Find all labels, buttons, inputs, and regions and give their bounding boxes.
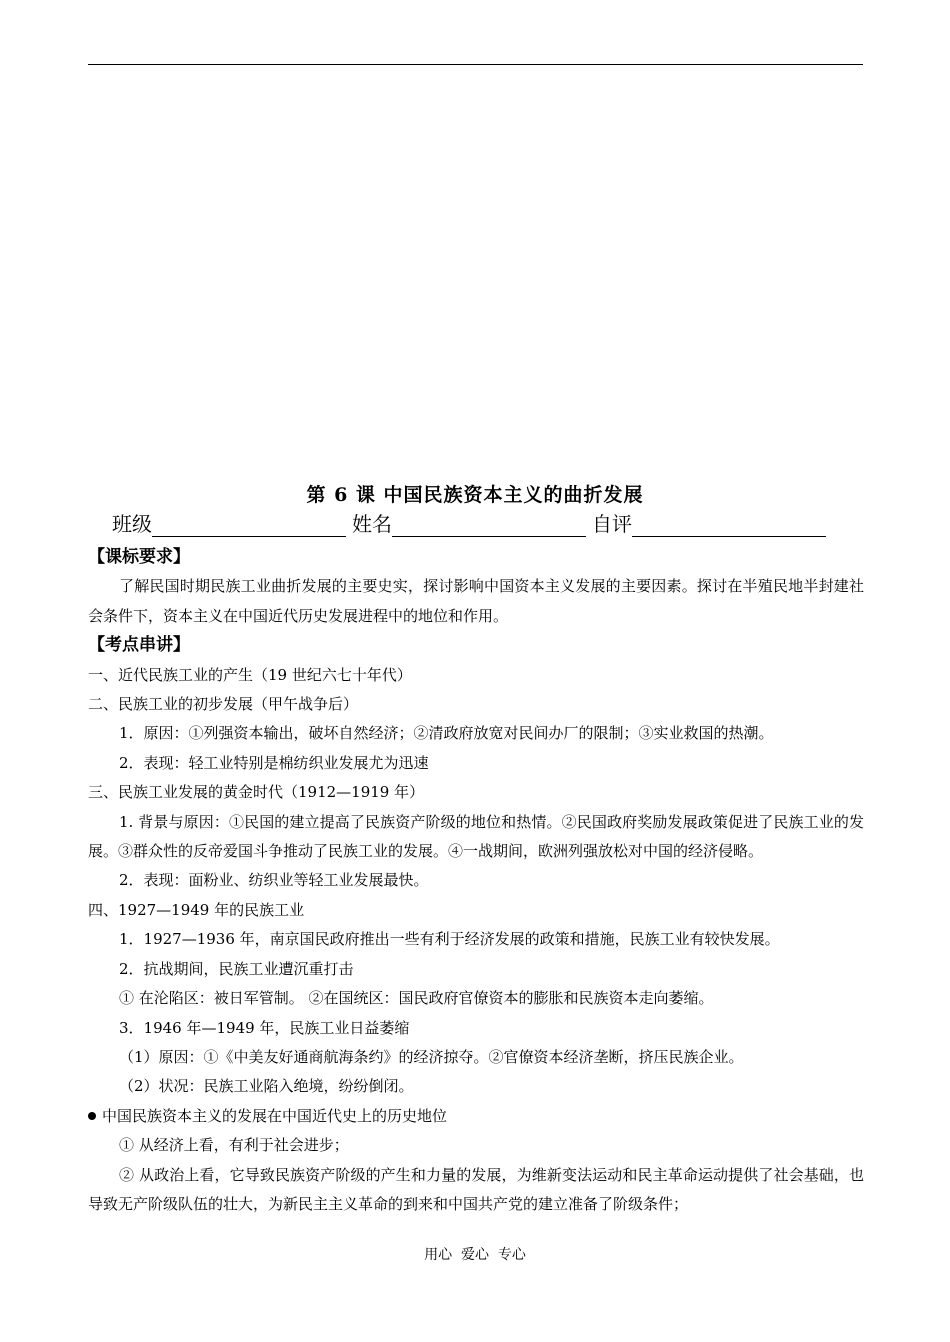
document-body xyxy=(88,543,864,1219)
name-label: 姓名 xyxy=(352,512,392,536)
historical-status-text: 中国民族资本主义的发展在中国近代史上的历史地位 xyxy=(102,1106,448,1125)
section-2-item-2: 2．表现：轻工业特别是棉纺织业发展尤为迅速 xyxy=(119,753,429,772)
section-4-item-1: 1．1927—1936 年，南京国民政府推出一些有利于经济发展的政策和措施，民族工业有较快发展。 xyxy=(119,930,780,949)
historical-status-economic: ① 从经济上看，有利于社会进步； xyxy=(119,1136,349,1155)
bullet-icon xyxy=(88,1112,96,1120)
section-3-item-2: 2．表现：面粉业、纺织业等轻工业发展最快。 xyxy=(119,871,429,890)
requirements-heading: 【课标要求】 xyxy=(88,547,190,567)
section-4-item-2-detail: ① 在沦陷区：被日军管制。 ②在国统区：国民政府官僚资本的膨胀和民族资本走向萎缩。 xyxy=(119,989,714,1008)
class-blank[interactable] xyxy=(152,512,346,537)
section-4-item-3: 3．1946 年—1949 年，民族工业日益萎缩 xyxy=(119,1018,410,1037)
section-4-item-2: 2．抗战期间，民族工业遭沉重打击 xyxy=(119,959,354,978)
historical-status-political: ② 从政治上看，它导致民族资产阶级的产生和力量的发展，为维新变法运动和民主革命运动提供了社会基础，也导致无产阶级队伍的壮大，为新民主主义革命的到来和中国共产党的建立准备了阶级条件； xyxy=(88,1165,864,1213)
page-title: 第 6 课 中国民族资本主义的曲折发展 xyxy=(306,484,644,506)
section-3-item-1: 1. 背景与原因：①民国的建立提高了民族资产阶级的地位和热情。②民国政府奖励发展政策促进了民族工业的发展。③群众性的反帝爱国斗争推动了民族工业的发展。④一战期间，欧洲列强放松对中国的经济侵略。 xyxy=(88,812,864,861)
page-footer: 用心 爱心 专心 xyxy=(424,1247,526,1263)
self-eval-label: 自评 xyxy=(592,512,632,536)
self-eval-blank[interactable] xyxy=(632,512,826,537)
section-4-item-3-cause: （1）原因：①《中美友好通商航海条约》的经济掠夺。②官僚资本经济垄断，挤压民族企业。 xyxy=(119,1047,744,1066)
section-2-item-1: 1．原因：①列强资本输出，破坏自然经济；②清政府放宽对民间办厂的限制；③实业救国的热潮。 xyxy=(119,724,774,743)
student-info-fields xyxy=(112,508,832,537)
section-2: 二、民族工业的初步发展（甲午战争后） xyxy=(88,695,359,714)
key-points-heading: 【考点串讲】 xyxy=(88,635,190,656)
section-4-item-3-status: （2）状况：民族工业陷入绝境，纷纷倒闭。 xyxy=(119,1077,414,1096)
section-4: 四、1927—1949 年的民族工业 xyxy=(88,900,305,919)
section-3: 三、民族工业发展的黄金时代（1912—1919 年） xyxy=(88,783,425,802)
historical-status-heading xyxy=(88,1102,864,1131)
name-blank[interactable] xyxy=(392,512,586,537)
section-1: 一、近代民族工业的产生（19 世纪六七十年代） xyxy=(88,665,412,684)
header-rule xyxy=(88,64,863,65)
class-label: 班级 xyxy=(112,512,152,536)
requirements-text: 了解民国时期民族工业曲折发展的主要史实，探讨影响中国资本主义发展的主要因素。探讨在半殖民地半封建社会条件下，资本主义在中国近代历史发展进程中的地位和作用。 xyxy=(88,577,864,625)
